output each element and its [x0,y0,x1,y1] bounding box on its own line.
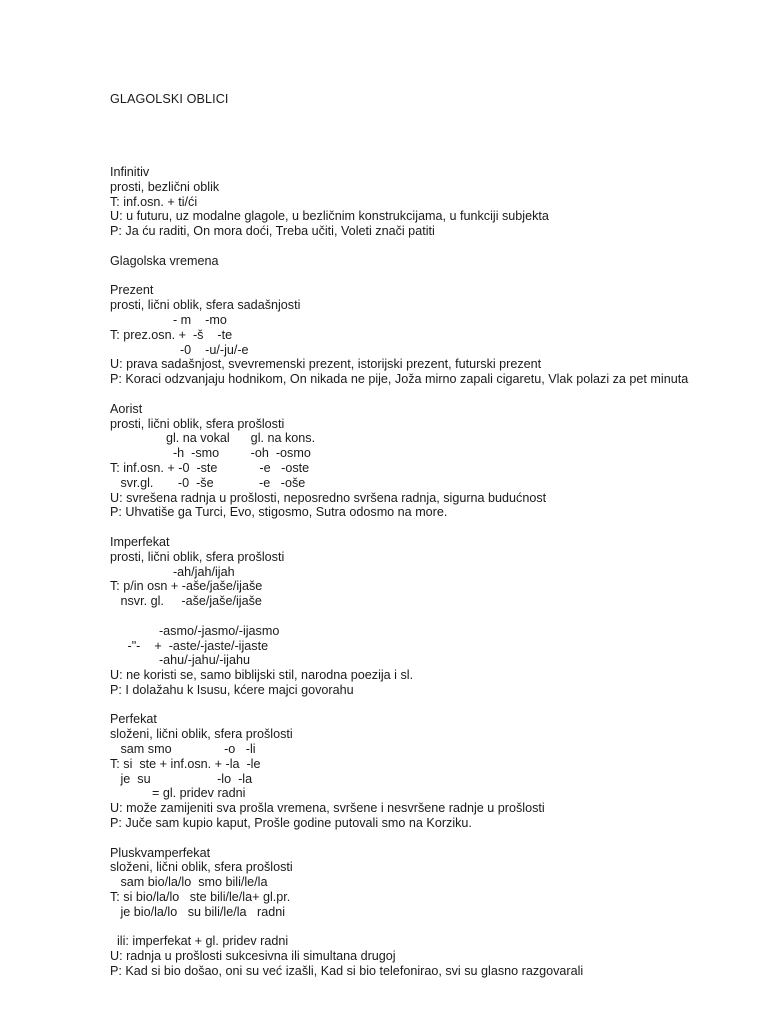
text-line: -h -smo -oh -osmo [110,446,311,461]
text-line: prosti, lični oblik, sfera prošlosti [110,549,285,564]
text-line: gl. na vokal gl. na kons. [110,431,316,446]
blank-line [110,698,750,713]
text-line: prosti, lični oblik, sfera sadašnjosti [110,298,301,313]
text-line: U: prava sadašnjost, svevremenski prezent, istorijski prezent, futurski prezent [110,357,542,372]
text-line: Aorist [110,401,143,416]
document-title: GLAGOLSKI OBLICI [110,92,229,106]
text-line: Pluskvamperfekat [110,845,211,860]
text-line: nsvr. gl. -aše/jaše/ijaše [110,594,262,609]
text-line: U: svrešena radnja u prošlosti, neposredno svršena radnja, sigurna budućnost [110,490,547,505]
text-line: T: inf.osn. + -0 -ste -e -oste [110,460,310,475]
text-line: ili: imperfekat + gl. pridev radni [110,934,289,949]
text-line: T: si bio/la/lo ste bili/le/la+ gl.pr. [110,890,291,905]
text-line: U: u futuru, uz modalne glagole, u bezličnim konstrukcijama, u funkciji subjekta [110,209,549,224]
text-line: P: Ja ću raditi, On mora doći, Treba učiti, Voleti znači patiti [110,224,435,239]
text-line: U: može zamijeniti sva prošla vremena, svršene i nesvršene radnje u prošlosti [110,801,545,816]
text-line: P: Kad si bio došao, oni su već izašli, Kad si bio telefonirao, svi su glasno razgovarali [110,964,584,979]
text-line: Perfekat [110,712,157,727]
text-line: Infinitiv [110,165,150,179]
text-line: P: Juče sam kupio kaput, Prošle godine putovali smo na Korziku. [110,816,472,831]
text-line: Glagolska vremena [110,253,219,268]
text-line: T: si ste + inf.osn. + -la -le [110,756,261,771]
blank-line [110,920,750,935]
text-line: -ahu/-jahu/-ijahu [110,653,250,668]
blank-line [110,269,750,284]
text-line: -0 -u/-ju/-e [110,342,249,357]
text-line: U: ne koristi se, samo biblijski stil, narodna poezija i sl. [110,668,414,683]
text-line: prosti, lični oblik, sfera prošlosti [110,416,285,431]
text-line: je bio/la/lo su bili/le/la radni [110,904,286,919]
blank-line [110,831,750,846]
text-line: -asmo/-jasmo/-ijasmo [110,623,280,638]
document-body [110,165,750,979]
blank-line [110,387,750,402]
text-line: Imperfekat [110,534,170,549]
blank-line [110,609,750,624]
text-line: = gl. pridev radni [110,786,246,801]
text-line: - m -mo [110,312,227,327]
text-line: svr.gl. -0 -še -e -oše [110,475,306,490]
text-line: složeni, lični oblik, sfera prošlosti [110,727,293,742]
text-line: sam bio/la/lo smo bili/le/la [110,875,268,890]
text-line: P: Koraci odzvanjaju hodnikom, On nikada ne pije, Joža mirno zapali cigaretu, Vlak polazi za pet minuta [110,372,689,387]
text-line: sam smo -o -li [110,742,256,757]
text-line: P: I dolažahu k Isusu, kćere majci govorahu [110,682,354,697]
text-line: je su -lo -la [110,771,253,786]
text-line: -"- + -aste/-jaste/-ijaste [110,638,269,653]
text-line: složeni, lični oblik, sfera prošlosti [110,860,293,875]
text-line: prosti, bezlični oblik [110,179,220,194]
blank-line [110,520,750,535]
text-line: P: Uhvatiše ga Turci, Evo, stigosmo, Sutra odosmo na more. [110,505,448,520]
blank-line [110,239,750,254]
text-line: T: prez.osn. + -š -te [110,327,233,342]
text-line: Prezent [110,283,154,298]
text-line: T: inf.osn. + ti/ći [110,194,198,209]
text-line: U: radnja u prošlosti sukcesivna ili simultana drugoj [110,949,396,964]
text-line: T: p/in osn + -aše/jaše/ijaše [110,579,263,594]
text-line: -ah/jah/ijah [110,564,235,579]
